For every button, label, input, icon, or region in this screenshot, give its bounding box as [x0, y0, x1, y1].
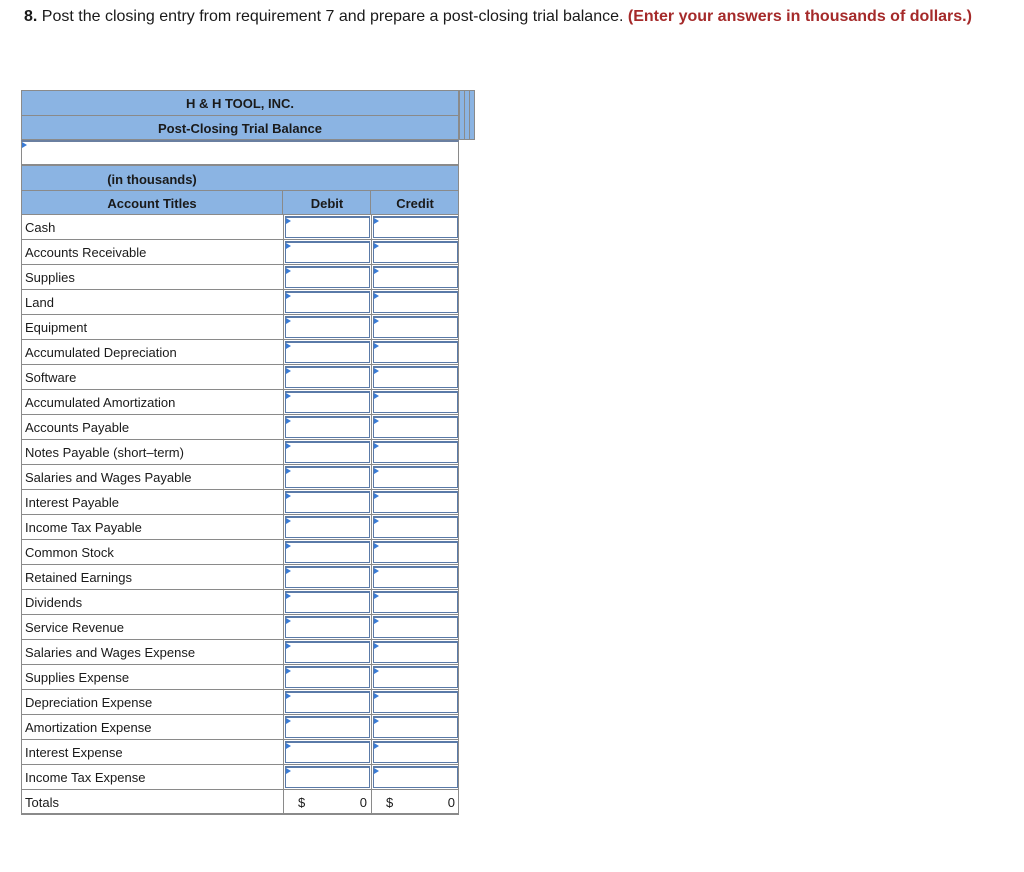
column-header-divider: [22, 190, 458, 191]
input-flag-icon: [286, 643, 291, 649]
credit-input[interactable]: [373, 591, 458, 613]
input-flag-icon: [286, 493, 291, 499]
debit-cell: [283, 765, 371, 789]
credit-cell: [371, 465, 459, 489]
debit-input[interactable]: [285, 741, 370, 763]
account-title: Income Tax Payable: [25, 520, 142, 535]
debit-input[interactable]: [285, 291, 370, 313]
account-row: [21, 415, 459, 440]
debit-cell: [283, 640, 371, 664]
account-row: [21, 615, 459, 640]
credit-header: Credit: [396, 196, 434, 211]
debit-input[interactable]: [285, 491, 370, 513]
account-row: [21, 465, 459, 490]
account-title: Salaries and Wages Expense: [25, 645, 196, 660]
credit-cell: [371, 590, 459, 614]
totals-credit-value: 0: [447, 795, 455, 810]
debit-cell: [283, 540, 371, 564]
debit-cell: [283, 365, 371, 389]
input-flag-icon: [374, 368, 379, 374]
account-title: Supplies: [25, 270, 75, 285]
totals-debit-value: 0: [359, 795, 367, 810]
credit-input[interactable]: [373, 516, 458, 538]
header-divider: [22, 115, 458, 116]
credit-cell: [371, 390, 459, 414]
input-flag-icon: [374, 543, 379, 549]
debit-input[interactable]: [285, 441, 370, 463]
credit-cell: [371, 440, 459, 464]
account-row: [21, 665, 459, 690]
debit-cell: [283, 240, 371, 264]
input-flag-icon: [286, 618, 291, 624]
debit-cell: [283, 715, 371, 739]
account-title: Cash: [25, 220, 56, 235]
credit-cell: [371, 340, 459, 364]
credit-cell: [371, 365, 459, 389]
input-flag-icon: [22, 142, 27, 148]
account-row: [21, 765, 459, 790]
debit-input[interactable]: [285, 716, 370, 738]
credit-input[interactable]: [373, 616, 458, 638]
account-row: [21, 265, 459, 290]
debit-input[interactable]: [285, 591, 370, 613]
debit-input[interactable]: [285, 316, 370, 338]
credit-cell: [371, 315, 459, 339]
report-header: [21, 90, 459, 140]
debit-cell: [283, 590, 371, 614]
debit-input[interactable]: [285, 391, 370, 413]
credit-input[interactable]: [373, 741, 458, 763]
question-instructions: [24, 6, 1004, 27]
credit-cell: [371, 740, 459, 764]
debit-cell: [283, 665, 371, 689]
credit-cell: [371, 640, 459, 664]
debit-input[interactable]: [285, 691, 370, 713]
debit-cell: [283, 290, 371, 314]
header-side-strip: [459, 90, 475, 140]
debit-cell: [283, 515, 371, 539]
credit-cell: [371, 240, 459, 264]
input-flag-icon: [286, 743, 291, 749]
input-flag-icon: [286, 568, 291, 574]
credit-input[interactable]: [373, 541, 458, 563]
report-title: Post-Closing Trial Balance: [158, 121, 322, 136]
company-name: H & H TOOL, INC.: [185, 96, 295, 111]
credit-input[interactable]: [373, 466, 458, 488]
input-flag-icon: [286, 268, 291, 274]
credit-input[interactable]: [373, 491, 458, 513]
date-input[interactable]: [21, 140, 459, 165]
input-flag-icon: [374, 518, 379, 524]
account-row: [21, 340, 459, 365]
totals-row: [21, 790, 459, 815]
credit-input[interactable]: [373, 441, 458, 463]
credit-cell: [371, 265, 459, 289]
credit-cell: [371, 415, 459, 439]
input-flag-icon: [286, 693, 291, 699]
account-row: [21, 240, 459, 265]
credit-cell: [371, 215, 459, 239]
account-title: Software: [25, 370, 77, 385]
debit-cell: [283, 340, 371, 364]
input-flag-icon: [374, 743, 379, 749]
account-title: Income Tax Expense: [25, 770, 146, 785]
debit-input[interactable]: [285, 266, 370, 288]
debit-input[interactable]: [285, 416, 370, 438]
account-row: [21, 365, 459, 390]
input-flag-icon: [286, 768, 291, 774]
account-title: Accounts Receivable: [25, 245, 147, 260]
account-row: [21, 315, 459, 340]
credit-input[interactable]: [373, 691, 458, 713]
input-flag-icon: [286, 418, 291, 424]
account-title: Depreciation Expense: [25, 695, 153, 710]
account-title: Interest Expense: [25, 745, 123, 760]
input-flag-icon: [374, 318, 379, 324]
credit-input[interactable]: [373, 666, 458, 688]
totals-credit-cell: [371, 790, 459, 814]
credit-cell: [371, 665, 459, 689]
credit-cell: [371, 290, 459, 314]
input-flag-icon: [374, 718, 379, 724]
account-row: [21, 690, 459, 715]
account-title: Supplies Expense: [25, 670, 130, 685]
input-flag-icon: [374, 568, 379, 574]
credit-cell: [371, 690, 459, 714]
credit-cell: [371, 540, 459, 564]
totals-credit-currency: $: [386, 795, 394, 810]
credit-input[interactable]: [373, 216, 458, 238]
input-flag-icon: [374, 643, 379, 649]
account-row: [21, 390, 459, 415]
credit-cell: [371, 490, 459, 514]
account-row: [21, 590, 459, 615]
debit-input[interactable]: [285, 241, 370, 263]
credit-input[interactable]: [373, 416, 458, 438]
account-titles-header: Account Titles: [107, 196, 197, 211]
debit-cell: [283, 690, 371, 714]
debit-cell: [283, 440, 371, 464]
input-flag-icon: [286, 518, 291, 524]
input-flag-icon: [286, 543, 291, 549]
trial-balance-rows: [21, 215, 459, 815]
account-title: Land: [25, 295, 54, 310]
input-flag-icon: [374, 493, 379, 499]
input-flag-icon: [286, 243, 291, 249]
credit-input[interactable]: [373, 241, 458, 263]
input-flag-icon: [286, 293, 291, 299]
input-flag-icon: [374, 468, 379, 474]
input-flag-icon: [374, 393, 379, 399]
input-flag-icon: [374, 443, 379, 449]
debit-cell: [283, 565, 371, 589]
account-title: Accumulated Amortization: [25, 395, 176, 410]
debit-input[interactable]: [285, 666, 370, 688]
input-flag-icon: [374, 668, 379, 674]
credit-input[interactable]: [373, 716, 458, 738]
debit-input[interactable]: [285, 541, 370, 563]
account-title: Salaries and Wages Payable: [25, 470, 192, 485]
question-text: Post the closing entry from requirement 7 and prepare a post-closing trial balance.: [41, 8, 624, 25]
debit-input[interactable]: [285, 366, 370, 388]
debit-cell: [283, 465, 371, 489]
account-title: Notes Payable (short–term): [25, 445, 184, 460]
question-number: 8.: [24, 8, 38, 25]
account-title: Amortization Expense: [25, 720, 152, 735]
account-row: [21, 640, 459, 665]
debit-cell: [283, 490, 371, 514]
totals-label: Totals: [25, 795, 59, 810]
debit-input[interactable]: [285, 616, 370, 638]
account-title: Interest Payable: [25, 495, 119, 510]
account-title: Equipment: [25, 320, 88, 335]
debit-header: Debit: [310, 196, 344, 211]
debit-input[interactable]: [285, 516, 370, 538]
debit-cell: [283, 740, 371, 764]
account-row: [21, 215, 459, 240]
account-row: [21, 540, 459, 565]
input-flag-icon: [286, 443, 291, 449]
unit-note: (in thousands): [107, 172, 197, 187]
input-flag-icon: [374, 768, 379, 774]
account-title: Dividends: [25, 595, 83, 610]
input-flag-icon: [374, 418, 379, 424]
account-row: [21, 515, 459, 540]
credit-cell: [371, 765, 459, 789]
credit-input[interactable]: [373, 641, 458, 663]
input-flag-icon: [286, 668, 291, 674]
credit-input[interactable]: [373, 316, 458, 338]
input-flag-icon: [374, 243, 379, 249]
input-flag-icon: [286, 468, 291, 474]
account-title: Accounts Payable: [25, 420, 130, 435]
input-flag-icon: [286, 218, 291, 224]
input-flag-icon: [286, 718, 291, 724]
totals-debit-cell: [283, 790, 371, 814]
debit-input[interactable]: [285, 641, 370, 663]
input-flag-icon: [374, 268, 379, 274]
input-flag-icon: [374, 693, 379, 699]
account-row: [21, 740, 459, 765]
debit-cell: [283, 615, 371, 639]
question-emphasis: (Enter your answers in thousands of dollars.): [627, 8, 972, 25]
debit-input[interactable]: [285, 766, 370, 788]
totals-debit-currency: $: [298, 795, 306, 810]
account-row: [21, 290, 459, 315]
input-flag-icon: [286, 593, 291, 599]
debit-cell: [283, 390, 371, 414]
credit-cell: [371, 715, 459, 739]
debit-input[interactable]: [285, 341, 370, 363]
account-title: Retained Earnings: [25, 570, 132, 585]
account-row: [21, 490, 459, 515]
credit-cell: [371, 565, 459, 589]
input-flag-icon: [286, 393, 291, 399]
input-flag-icon: [374, 293, 379, 299]
input-flag-icon: [374, 343, 379, 349]
input-flag-icon: [286, 368, 291, 374]
credit-input[interactable]: [373, 391, 458, 413]
debit-cell: [283, 315, 371, 339]
account-title: Accumulated Depreciation: [25, 345, 177, 360]
account-row: [21, 440, 459, 465]
debit-cell: [283, 415, 371, 439]
credit-input[interactable]: [373, 566, 458, 588]
debit-input[interactable]: [285, 216, 370, 238]
account-row: [21, 715, 459, 740]
credit-input[interactable]: [373, 366, 458, 388]
credit-cell: [371, 515, 459, 539]
account-title: Common Stock: [25, 545, 114, 560]
credit-input[interactable]: [373, 766, 458, 788]
input-flag-icon: [374, 218, 379, 224]
debit-input[interactable]: [285, 466, 370, 488]
account-row: [21, 565, 459, 590]
debit-cell: [283, 215, 371, 239]
credit-input[interactable]: [373, 266, 458, 288]
credit-input[interactable]: [373, 291, 458, 313]
input-flag-icon: [374, 593, 379, 599]
input-flag-icon: [374, 618, 379, 624]
input-flag-icon: [286, 343, 291, 349]
input-flag-icon: [286, 318, 291, 324]
account-title: Service Revenue: [25, 620, 124, 635]
debit-input[interactable]: [285, 566, 370, 588]
debit-cell: [283, 265, 371, 289]
credit-cell: [371, 615, 459, 639]
credit-input[interactable]: [373, 341, 458, 363]
column-header: [21, 165, 459, 215]
